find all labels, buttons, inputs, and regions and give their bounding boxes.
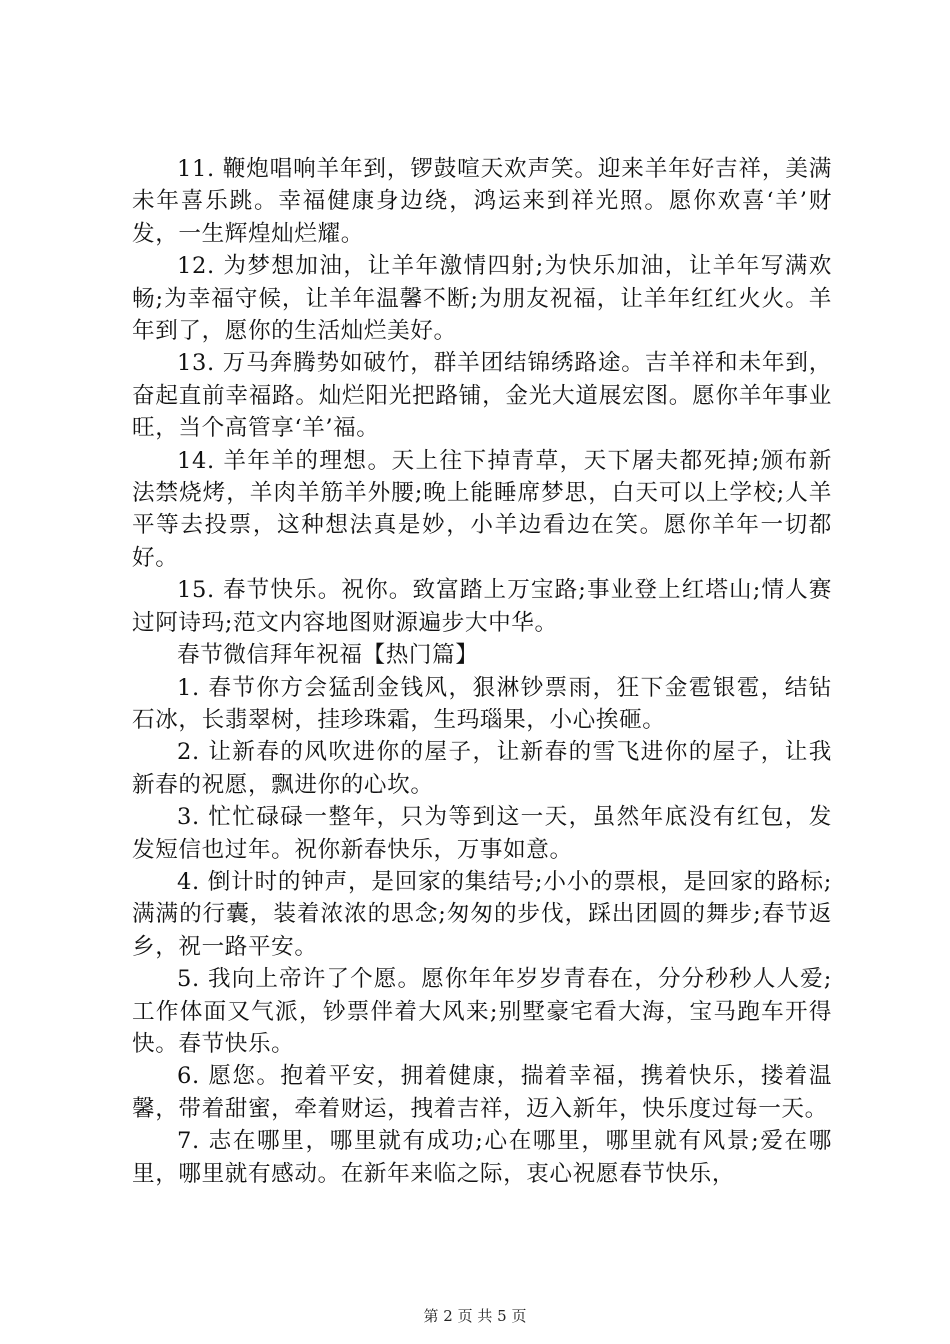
paragraph-12: 12. 为梦想加油，让羊年激情四射;为快乐加油，让羊年写满欢畅;为幸福守候，让羊年温馨不断;为朋友祝福，让羊年红红火火。羊年到了，愿你的生活灿烂美好。	[132, 253, 832, 345]
paragraph-2: 2. 让新春的风吹进你的屋子，让新春的雪飞进你的屋子，让我新春的祝愿，飘进你的心坎。	[132, 739, 832, 798]
paragraph-11: 11. 鞭炮唱响羊年到，锣鼓喧天欢声笑。迎来羊年好吉祥，美满未年喜乐跳。幸福健康身边绕，鸿运来到祥光照。愿你欢喜‘羊’财发，一生辉煌灿烂耀。	[132, 156, 832, 247]
paragraph-6: 6. 愿您。抱着平安，拥着健康，揣着幸福，携着快乐，搂着温馨，带着甜蜜，牵着财运，拽着吉祥，迈入新年，快乐度过每一天。	[132, 1063, 832, 1122]
paragraph-14: 14. 羊年羊的理想。天上往下掉青草，天下屠夫都死掉;颁布新法禁烧烤，羊肉羊筋羊外腰;晚上能睡席梦思，白天可以上学校;人羊平等去投票，这种想法真是妙，小羊边看边在笑。愿你羊年一切都好。	[132, 447, 832, 571]
paragraph-5: 5. 我向上帝许了个愿。愿你年年岁岁青春在，分分秒秒人人爱;工作体面又气派，钞票伴着大风来;别墅豪宅看大海，宝马跑车开得快。春节快乐。	[132, 966, 832, 1057]
document-body	[132, 153, 832, 1190]
paragraph-7: 7. 志在哪里，哪里就有成功;心在哪里，哪里就有风景;爱在哪里，哪里就有感动。在新年来临之际，衷心祝愿春节快乐，	[132, 1128, 832, 1187]
page-number: 第 2 页 共 5 页	[423, 1307, 527, 1325]
paragraph-3: 3. 忙忙碌碌一整年，只为等到这一天，虽然年底没有红包，发发短信也过年。祝你新春快乐，万事如意。	[132, 804, 832, 863]
paragraph-1: 1. 春节你方会猛刮金钱风，狠淋钞票雨，狂下金雹银雹，结钻石冰，长翡翠树，挂珍珠霜，生玛瑙果，小心挨砸。	[132, 674, 832, 733]
paragraph-4: 4. 倒计时的钟声，是回家的集结号;小小的票根，是回家的路标;满满的行囊，装着浓浓的思念;匆匆的步伐，踩出团圆的舞步;春节返乡，祝一路平安。	[132, 868, 832, 960]
paragraph-15: 15. 春节快乐。祝你。致富踏上万宝路;事业登上红塔山;情人赛过阿诗玛;范文内容地图财源遍步大中华。	[132, 577, 832, 636]
paragraph-13: 13. 万马奔腾势如破竹，群羊团结锦绣路途。吉羊祥和未年到，奋起直前幸福路。灿烂阳光把路铺，金光大道展宏图。愿你羊年事业旺，当个高管享‘羊’福。	[132, 350, 832, 442]
section-heading: 春节微信拜年祝福【热门篇】	[177, 642, 479, 669]
